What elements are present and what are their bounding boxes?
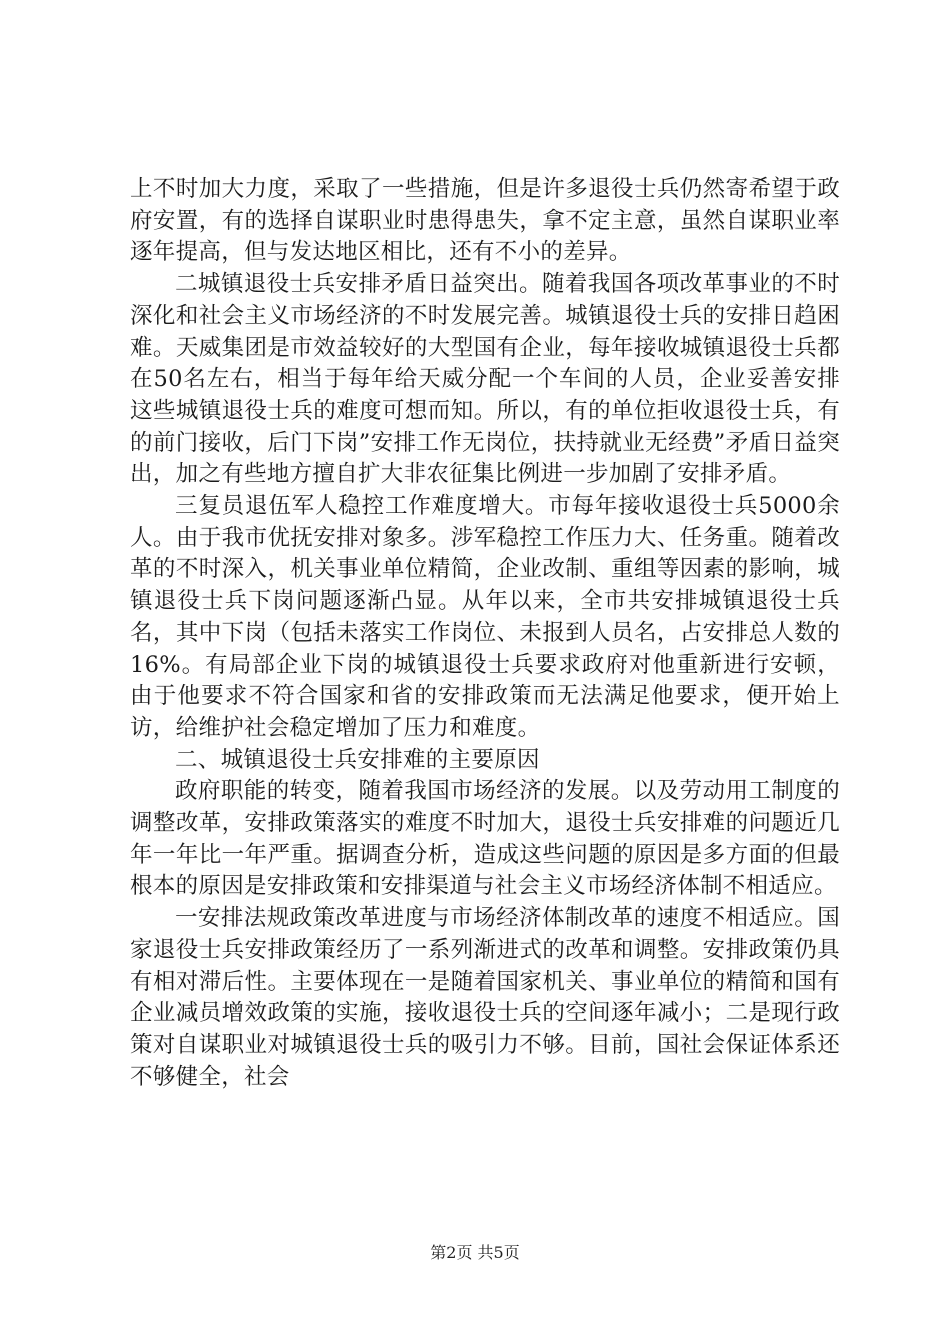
paragraph-stability-difficulty: 三复员退伍军人稳控工作难度增大。市每年接收退役士兵5000余人。由于我市优抚安排对象多。涉军稳控工作压力大、任务重。随着改革的不时深入，机关事业单位精简，企业改制、重组等因素的影响，城镇退役士兵下岗问题逐渐凸显。从年以来，全市共安排城镇退役士兵名，其中下岗（包括未落实工作岗位、未报到人员名，占安排总人数的16%。有局部企业下岗的城镇退役士兵要求政府对他重新进行安顿，由于他要求不符合国家和省的安排政策而无法满足他要求，便开始上访，给维护社会稳定增加了压力和难度。 [130,493,840,741]
paragraph-resettlement-conflict: 二城镇退役士兵安排矛盾日益突出。随着我国各项改革事业的不时深化和社会主义市场经济的不时发展完善。城镇退役士兵的安排日趋困难。天威集团是市效益较好的大型国有企业，每年接收城镇退役士兵都在50名左右，相当于每年给天威分配一个车间的人员，企业妥善安排这些城镇退役士兵的难度可想而知。所以，有的单位拒收退役士兵，有的前门接收，后门下岗”安排工作无岗位，扶持就业无经费”矛盾日益突出，加之有些地方擅自扩大非农征集比例进一步加剧了安排矛盾。 [130,271,840,488]
section-heading: 二、城镇退役士兵安排难的主要原因 [175,746,540,773]
page-number-footer: 第2页 共5页 [430,1243,520,1262]
document-body [130,174,840,1093]
paragraph-policy-reform: 一安排法规政策改革进度与市场经济体制改革的速度不相适应。国家退役士兵安排政策经历了一系列渐进式的改革和调整。安排政策仍具有相对滞后性。主要体现在一是随着国家机关、事业单位的精简和国有企业减员增效政策的实施，接收退役士兵的空间逐年减小；二是现行政策对自谋职业对城镇退役士兵的吸引力不够。目前，国社会保证体系还不够健全，社会 [130,905,840,1090]
paragraph-government-function: 政府职能的转变，随着我国市场经济的发展。以及劳动用工制度的调整改革，安排政策落实的难度不时加大，退役士兵安排难的问题近几年一年比一年严重。据调查分析，造成这些问题的原因是多方面的但最根本的原因是安排政策和安排渠道与社会主义市场经济体制不相适应。 [130,778,840,900]
paragraph-continuation: 上不时加大力度，采取了一些措施，但是许多退役士兵仍然寄希望于政府安置，有的选择自谋职业时患得患失，拿不定主意，虽然自谋职业率逐年提高，但与发达地区相比，还有不小的差异。 [130,176,840,266]
